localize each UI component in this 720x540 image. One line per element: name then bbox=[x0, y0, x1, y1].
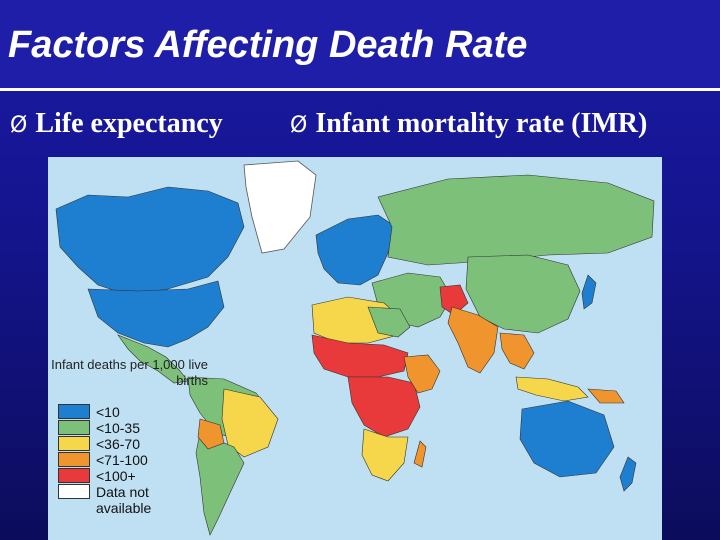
region-madagascar bbox=[414, 441, 426, 467]
bullet-text: Infant mortality rate (IMR) bbox=[315, 108, 648, 139]
title-bar bbox=[0, 0, 720, 88]
bullet-text: Life expectancy bbox=[35, 108, 223, 139]
legend-item bbox=[58, 484, 188, 516]
legend-title: Infant deaths per 1,000 live births bbox=[51, 357, 208, 388]
legend-swatch bbox=[58, 452, 90, 467]
region-australia bbox=[520, 401, 614, 477]
region-southern-africa bbox=[362, 429, 408, 481]
legend-label: <10-35 bbox=[96, 420, 140, 436]
legend-label: <10 bbox=[96, 404, 120, 420]
legend-swatch bbox=[58, 468, 90, 483]
region-north-america-north bbox=[56, 187, 244, 295]
legend-label: <71-100 bbox=[96, 452, 148, 468]
legend-label: <100+ bbox=[96, 468, 136, 484]
region-japan bbox=[582, 275, 596, 309]
legend-swatch bbox=[58, 484, 90, 499]
region-greenland bbox=[244, 161, 316, 253]
legend-label: Data not available bbox=[96, 484, 152, 516]
slide-title: Factors Affecting Death Rate bbox=[8, 24, 528, 66]
legend-swatch bbox=[58, 420, 90, 435]
map-legend bbox=[58, 404, 188, 516]
world-map bbox=[48, 157, 662, 540]
title-divider bbox=[0, 88, 720, 91]
region-indonesia bbox=[516, 377, 588, 401]
region-papua bbox=[588, 389, 624, 403]
bullet-arrow-icon: Ø bbox=[290, 113, 308, 138]
bullet-arrow-icon: Ø bbox=[10, 113, 28, 138]
bullet-life-expectancy bbox=[10, 108, 223, 140]
legend-label: <36-70 bbox=[96, 436, 140, 452]
region-usa bbox=[88, 281, 224, 347]
region-central-africa bbox=[348, 377, 420, 437]
region-new-zealand bbox=[620, 457, 636, 491]
legend-item bbox=[58, 404, 188, 420]
region-southeast-asia bbox=[500, 333, 534, 369]
legend-swatch bbox=[58, 436, 90, 451]
legend-item bbox=[58, 420, 188, 436]
region-russia bbox=[378, 175, 654, 265]
legend-item bbox=[58, 436, 188, 452]
legend-swatch bbox=[58, 404, 90, 419]
legend-item bbox=[58, 452, 188, 468]
region-europe bbox=[316, 215, 396, 285]
bullet-infant-mortality bbox=[290, 108, 647, 140]
legend-item bbox=[58, 468, 188, 484]
